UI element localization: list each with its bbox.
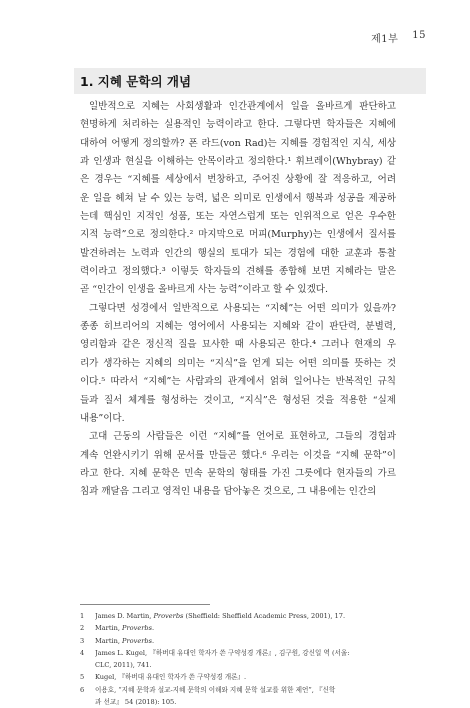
footnote-text: James D. Martin, Proverbs (Sheffield: Sheffield Academic Press, 2001), 17. [95, 612, 346, 620]
section-heading: 1. 지혜 문학의 개념 [74, 68, 426, 94]
footnotes [80, 610, 410, 708]
footnote-text: Kugel, 『하버대 유대인 학자가 쓴 구약성경 개론』. [95, 673, 247, 682]
text-line: 곧 “인간이 인생을 올바르게 사는 능력”이라고 할 수 있겠다. [80, 284, 328, 296]
footnote [80, 671, 410, 683]
text-line: 영리함과 같은 정신적 질을 묘사한 때 사용되곤 한다.⁴ 그러나 현재의 우 [80, 339, 396, 351]
footnote [80, 635, 410, 647]
book-title: Proverbs [122, 636, 152, 645]
footnote-number: 4 [80, 648, 85, 657]
text-line: 운 일을 헤쳐 날 수 있는 능력, 넓은 의미로 인생에서 행복과 성공을 제공하 [80, 192, 396, 204]
running-head [371, 30, 426, 45]
footnote-divider [80, 604, 210, 605]
footnote-continuation: 과 선교』 54 (2018): 105. [95, 698, 177, 707]
footnote-number: 6 [80, 685, 85, 694]
footnote [80, 622, 410, 634]
text-line: 그렇다면 성경에서 일반적으로 사용되는 “지혜”는 어떤 의미가 있을까? [89, 302, 396, 314]
footnote-number: 2 [80, 624, 85, 633]
paragraph [80, 428, 396, 501]
footnote [80, 647, 410, 659]
paragraph [80, 98, 396, 300]
text-line: 라고 한다. 지혜 문학은 민속 문학의 형태를 가진 그릇에다 현자들의 가르 [80, 467, 396, 479]
text-line: 침과 깨달음 그리고 영적인 내용을 담아놓은 것으로, 그 내용에는 인간의 [80, 486, 377, 498]
text-line: 지적 능력”으로 정의한다.² 마지막으로 머피(Murphy)는 인생에서 질서를 [80, 229, 396, 241]
text-line: 리가 생각하는 지혜의 의미는 “지식”을 얻게 되는 어떤 의미를 뜻하는 것 [80, 357, 396, 369]
text-line: 종종 히브리어의 지혜는 영어에서 사용되는 지혜와 같이 판단력, 분별력, [80, 321, 396, 333]
book-title: Proverbs [153, 612, 184, 620]
footnote-number: 1 [80, 612, 85, 620]
book-title: Proverbs [122, 624, 152, 633]
body-text [80, 98, 396, 502]
footnote-text: Martin, Proverbs. [95, 636, 155, 645]
paragraph [80, 300, 396, 428]
footnote-number: 3 [80, 636, 85, 645]
text-line: 내용”이다. [80, 412, 125, 424]
footnote-number: 5 [80, 673, 85, 682]
text-line: 들과 질서 체계를 형성하는 것이고, “지식”은 형성된 것을 적용한 “실제 [80, 394, 396, 406]
text-line: 과 인생과 현실을 이해하는 안목이라고 정의한다.¹ 휘브레이(Whybray) 같 [80, 156, 396, 168]
text-line: 계속 언완시키기 위해 문서를 만들곤 했다.⁶ 우리는 이것을 “지혜 문학”이 [80, 449, 396, 461]
text-line: 은 경우는 “지혜를 세상에서 번창하고, 주어진 상황에 잘 적응하고, 어려 [80, 174, 396, 186]
text-line: 고대 근동의 사람들은 이런 “지혜”를 언어로 표현하고, 그들의 경험과 [89, 431, 396, 443]
text-line: 현명하게 처리하는 실용적인 능력이라고 한다. 그렇다면 학자들은 지혜에 [80, 119, 396, 131]
footnote-continuation: CLC, 2011), 741. [95, 661, 152, 670]
text-line: 이다.⁵ 따라서 “지혜”는 사람과의 관계에서 얽혀 일어나는 반복적인 규칙 [80, 376, 396, 388]
text-line: 발견하려는 노력과 인간의 행실의 토대가 되는 경험에 대한 교훈과 통찰 [80, 247, 396, 259]
page-number: 15 [412, 30, 426, 41]
text-line: 대하여 어떻게 정의할까? 폰 라드(von Rad)는 지혜를 경험적인 지식, 세상 [80, 137, 396, 149]
footnote-text: James L. Kugel, 『하버대 유대인 학자가 쓴 구약성경 개론』, 김구원, 강신일 역 (서울: [95, 648, 350, 657]
footnote-text: Martin, Proverbs. [95, 624, 155, 633]
text-line: 는데 핵심인 지적인 성품, 또는 자연스럽게 또는 인위적으로 얻은 우수한 [80, 211, 396, 223]
text-line: 일반적으로 지혜는 사회생활과 인간관계에서 일을 올바르게 판단하고 [89, 101, 396, 112]
running-head-part: 제1부 [371, 34, 399, 45]
footnote-text: 이용호, “지혜 문학과 설교-지혜 문학의 이해와 지혜 문학 설교를 위한 제언”, 『신학 [95, 685, 336, 694]
footnote [80, 610, 410, 622]
text-line: 력이라고 정의했다.³ 이렇듯 학자들의 견해를 종합해 보면 지혜라는 말은 [80, 266, 396, 278]
footnote [80, 684, 410, 696]
